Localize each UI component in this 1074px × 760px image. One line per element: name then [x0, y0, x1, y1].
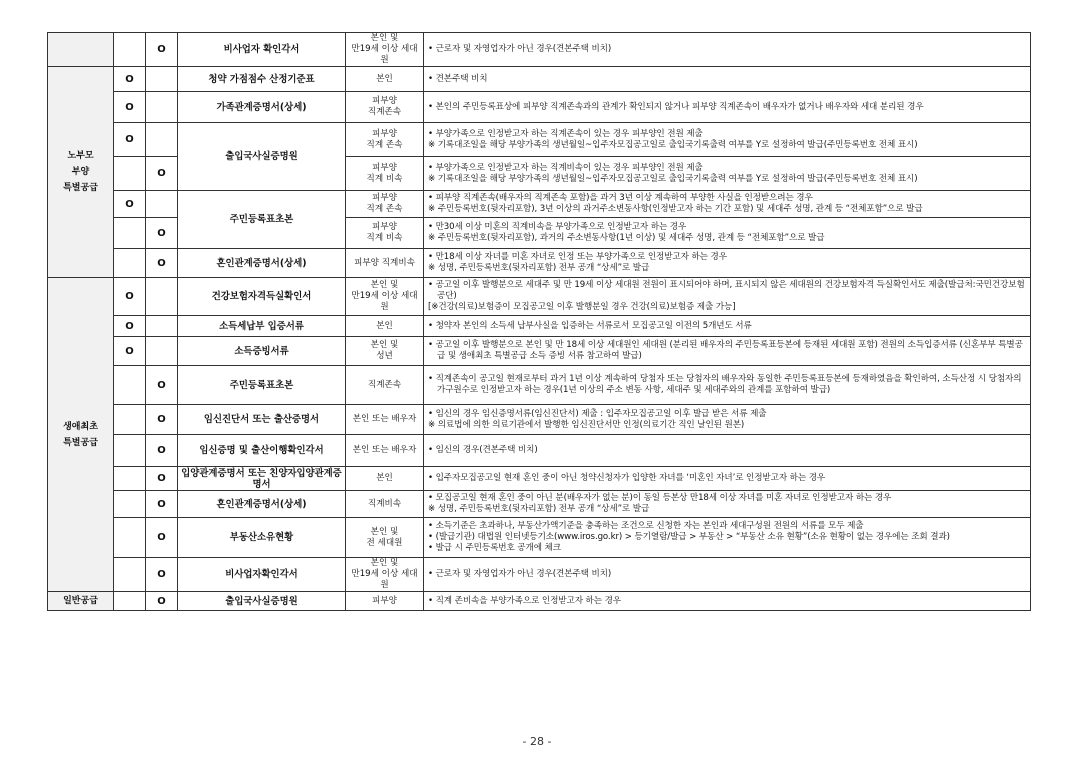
document-name: 청약 가점점수 산정기준표 — [178, 67, 346, 92]
document-name: 소득증빙서류 — [178, 337, 346, 366]
table-row — [48, 405, 1031, 435]
document-name: 비사업자 확인각서 — [178, 33, 346, 67]
mark-required-all — [114, 366, 146, 405]
mark-required-applicable: O — [146, 435, 178, 467]
document-notes — [424, 366, 1031, 405]
mark-required-all — [114, 249, 146, 278]
note-line: • 모집공고일 현재 혼인 중이 아닌 분(배우자가 없는 분)이 동일 등본상 만18세 이상 자녀를 미혼 자녀로 인정받고자 하는 경우 — [428, 493, 892, 503]
table-row — [48, 592, 1031, 611]
table-row — [48, 558, 1031, 592]
note-line: • 청약자 본인의 소득세 납부사실을 입증하는 서류로서 모집공고일 이전의 5개년도 서류 — [428, 320, 752, 331]
document-name: 건강보험자격득실확인서 — [178, 278, 346, 316]
target-line: 직계존속 — [367, 107, 402, 117]
document-notes — [424, 337, 1031, 366]
issuance-target — [346, 366, 424, 405]
issuance-target — [346, 157, 424, 191]
target-line: 피부양 — [372, 222, 397, 232]
mark-required-all: O — [114, 191, 146, 218]
mark-required-applicable: O — [146, 33, 178, 67]
issuance-target — [346, 33, 424, 67]
issuance-target — [346, 337, 424, 366]
note-line: ※ 성명, 주민등록번호(뒷자리포함) 전부 공개 “상세”로 발급 — [428, 263, 650, 273]
document-notes — [424, 249, 1031, 278]
target-line: 피부양 — [372, 128, 397, 139]
document-name: 혼인관계증명서(상세) — [178, 249, 346, 278]
mark-required-applicable — [146, 278, 178, 316]
table-row — [48, 435, 1031, 467]
mark-required-all — [114, 405, 146, 435]
mark-required-all — [114, 218, 146, 249]
target-line: 직계 비속 — [366, 173, 403, 184]
mark-required-all: O — [114, 278, 146, 316]
document-table-container — [47, 32, 1030, 611]
issuance-target — [346, 249, 424, 278]
table-row — [48, 67, 1031, 92]
issuance-target — [346, 467, 424, 491]
table-row — [48, 518, 1031, 558]
document-notes — [424, 278, 1031, 316]
mark-required-applicable — [146, 67, 178, 92]
table-row — [48, 278, 1031, 316]
target-line: 만19세 이상 세대원 — [351, 569, 418, 590]
document-name: 부동산소유현황 — [178, 518, 346, 558]
section-label-top — [48, 33, 114, 67]
issuance-target — [346, 92, 424, 123]
note-line: • 공고일 이후 발행분으로 본인 및 만 18세 이상 세대원인 세대원 (분리된 배우자의 주민등록표등본에 등재된 세대원 포함) 전원의 소득입증서류 (신혼부부 특별공급 및 생애최초 특별공급 소득 증빙 서류 참고하여 발급) — [428, 340, 1023, 361]
section-label-general: 일반공급 — [48, 592, 114, 611]
document-name: 가족관계증명서(상세) — [178, 92, 346, 123]
target-line: 본인 — [376, 473, 393, 483]
mark-required-applicable — [146, 316, 178, 337]
mark-required-applicable: O — [146, 157, 178, 191]
target-line: 본인 — [376, 73, 393, 84]
document-name: 혼인관계증명서(상세) — [178, 491, 346, 518]
note-line: • 직계 존비속을 부양가족으로 인정받고자 하는 경우 — [428, 595, 621, 606]
document-notes — [424, 67, 1031, 92]
note-line: [※건강(의료)보험증이 모집공고일 이후 발행분일 경우 건강(의료)보험증 제출 가능] — [428, 302, 736, 312]
table-row — [48, 249, 1031, 278]
mark-required-applicable: O — [146, 366, 178, 405]
note-line: • 임신의 경우(견본주택 비치) — [428, 445, 538, 455]
target-line: 본인 — [376, 320, 393, 331]
table-row — [48, 491, 1031, 518]
note-line: • 만18세 이상 자녀를 미혼 자녀로 인정 또는 부양가족으로 인정받고자 하는 경우 — [428, 252, 727, 262]
mark-required-applicable: O — [146, 518, 178, 558]
issuance-target — [346, 123, 424, 157]
document-name: 임신진단서 또는 출산증명서 — [178, 405, 346, 435]
note-line: • 본인의 주민등록표상에 피부양 직계존속과의 관계가 확인되지 않거나 피부양 직계존속이 배우자가 없거나 배우자와 세대 분리된 경우 — [428, 101, 924, 112]
mark-required-applicable: O — [146, 249, 178, 278]
section-label-first: 생애최초 특별공급 — [48, 278, 114, 592]
target-line: 본인 또는 배우자 — [352, 445, 417, 455]
note-line: • 근로자 및 자영업자가 아닌 경우(견본주택 비치) — [428, 569, 612, 579]
document-notes — [424, 123, 1031, 157]
target-line: 직계비속 — [367, 498, 402, 509]
note-line: • 부양가족으로 인정받고자 하는 직계존속이 있는 경우 피부양인 전원 제출 — [428, 128, 703, 139]
note-line: • 부양가족으로 인정받고자 하는 직계비속이 있는 경우 피부양인 전원 제출 — [428, 162, 703, 173]
target-line: 본인 및 — [370, 526, 399, 537]
document-notes — [424, 33, 1031, 67]
document-notes — [424, 435, 1031, 467]
mark-required-applicable: O — [146, 467, 178, 491]
note-line: • 피부양 직계존속(배우자의 직계존속 포함)을 과거 3년 이상 계속하여 부양한 사실을 인정받으려는 경우 — [428, 193, 813, 203]
document-notes — [424, 92, 1031, 123]
document-name: 출입국사실증명원 — [178, 592, 346, 611]
issuance-target — [346, 405, 424, 435]
target-line: 본인 및 — [370, 558, 399, 568]
note-line: • 소득기준은 초과하나, 부동산가액기준을 충족하는 조건으로 신청한 자는 본인과 세대구성원 전원의 서류를 모두 제출 — [428, 521, 864, 531]
table-row — [48, 191, 1031, 218]
note-line: • 근로자 및 자영업자가 아닌 경우(견본주택 비치) — [428, 44, 612, 54]
document-notes — [424, 558, 1031, 592]
issuance-target — [346, 491, 424, 518]
required-documents-table — [47, 32, 1031, 611]
mark-required-applicable: O — [146, 558, 178, 592]
document-name: 비사업자확인각서 — [178, 558, 346, 592]
target-line: 피부양 직계비속 — [354, 257, 415, 268]
table-row — [48, 467, 1031, 491]
target-line: 직계 존속 — [366, 139, 403, 150]
target-line: 만19세 이상 세대원 — [351, 291, 418, 312]
document-name: 임신증명 및 출산이행확인각서 — [178, 435, 346, 467]
document-name: 주민등록표초본 — [178, 191, 346, 249]
target-line: 피부양 — [372, 96, 397, 106]
issuance-target — [346, 316, 424, 337]
mark-required-all — [114, 592, 146, 611]
target-line: 직계존속 — [367, 379, 402, 390]
mark-required-all — [114, 518, 146, 558]
mark-required-all — [114, 435, 146, 467]
note-line: • (발급기관) 대법원 인터넷등기소(www.iros.go.kr) > 등기열람/발급 > 부동산 > “부동산 소유 현황”(소유 현황이 없는 경우에는 조회 결과) — [428, 532, 950, 542]
note-line: • 임신의 경우 임신증명서류(임신진단서) 제출 : 입주자모집공고일 이후 발급 받은 서류 제출 — [428, 408, 767, 419]
note-line: • 발급 시 주민등록번호 공개에 체크 — [428, 543, 561, 553]
target-line: 본인 및 — [370, 280, 399, 290]
document-notes — [424, 157, 1031, 191]
mark-required-all — [114, 467, 146, 491]
issuance-target — [346, 278, 424, 316]
table-row — [48, 316, 1031, 337]
document-notes — [424, 316, 1031, 337]
target-line: 피부양 — [372, 595, 397, 606]
issuance-target — [346, 67, 424, 92]
issuance-target — [346, 435, 424, 467]
issuance-target — [346, 191, 424, 218]
mark-required-applicable: O — [146, 592, 178, 611]
target-line: 성년 — [376, 351, 393, 361]
issuance-target — [346, 592, 424, 611]
mark-required-all: O — [114, 123, 146, 157]
mark-required-all: O — [114, 316, 146, 337]
document-name: 소득세납부 입증서류 — [178, 316, 346, 337]
target-line: 피부양 — [372, 193, 397, 203]
document-name: 출입국사실증명원 — [178, 123, 346, 191]
note-line: ※ 주민등록번호(뒷자리포함), 3년 이상의 과거주소변동사항(인정받고자 하는 기간 포함) 및 세대주 성명, 관계 등 “전체포함”으로 발급 — [428, 204, 923, 214]
mark-required-all — [114, 491, 146, 518]
document-notes — [424, 467, 1031, 491]
target-line: 직계 존속 — [366, 204, 403, 214]
target-line: 직계 비속 — [366, 233, 403, 243]
mark-required-all: O — [114, 337, 146, 366]
document-notes — [424, 592, 1031, 611]
table-row — [48, 337, 1031, 366]
document-notes — [424, 491, 1031, 518]
issuance-target — [346, 218, 424, 249]
mark-required-applicable: O — [146, 491, 178, 518]
page-number: - 28 - — [522, 735, 552, 748]
document-name: 입양관계증명서 또는 친양자입양관계증명서 — [178, 467, 346, 491]
note-line: • 공고일 이후 발행분으로 세대주 및 만 19세 이상 세대원 전원이 표시되어야 하며, 표시되지 않은 세대원의 건강보험자격 득실확인서도 제출(발급처:국민건강보험공단) — [428, 280, 1025, 301]
note-line: • 견본주택 비치 — [428, 73, 488, 84]
mark-required-applicable — [146, 92, 178, 123]
mark-required-all: O — [114, 92, 146, 123]
mark-required-all — [114, 558, 146, 592]
document-notes — [424, 191, 1031, 218]
target-line: 본인 또는 배우자 — [352, 414, 417, 424]
table-row — [48, 92, 1031, 123]
target-line: 피부양 — [372, 162, 397, 173]
mark-required-all — [114, 33, 146, 67]
document-notes — [424, 218, 1031, 249]
section-label-parents: 노부모 부양 특별공급 — [48, 67, 114, 278]
target-line: 본인 및 — [370, 340, 399, 350]
table-row — [48, 123, 1031, 157]
mark-required-applicable: O — [146, 405, 178, 435]
document-name: 주민등록표초본 — [178, 366, 346, 405]
mark-required-applicable — [146, 337, 178, 366]
mark-required-applicable: O — [146, 218, 178, 249]
table-row — [48, 366, 1031, 405]
note-line: • 입주자모집공고일 현재 혼인 중이 아닌 청약신청자가 입양한 자녀를 ‘미혼인 자녀’로 인정받고자 하는 경우 — [428, 473, 826, 483]
note-line: ※ 주민등록번호(뒷자리포함), 과거의 주소변동사항(1년 이상) 및 세대주 성명, 관계 등 “전체포함”으로 발급 — [428, 233, 825, 243]
document-notes — [424, 405, 1031, 435]
target-line: 본인 및 — [370, 33, 399, 43]
note-line: ※ 의료법에 의한 의료기관에서 발행한 임신진단서만 인정(의료기간 직인 날인된 원본) — [428, 419, 745, 430]
target-line: 만19세 이상 세대원 — [351, 44, 418, 65]
target-line: 전 세대원 — [366, 537, 403, 548]
mark-required-applicable — [146, 191, 178, 218]
note-line: • 직계존속이 공고일 현재로부터 과거 1년 이상 계속하여 당첨자 또는 당첨자의 배우자와 동일한 주민등록표등본에 등재하였음을 확인하여, 소득산정 시 당첨자의 가구원수로 인정받고자 하는 경우(1년 이상의 주소 변동 사항, 세대주 및 세대주와의 관계를 포함하여 발급) — [428, 374, 1022, 395]
issuance-target — [346, 558, 424, 592]
mark-required-applicable — [146, 123, 178, 157]
mark-required-all — [114, 157, 146, 191]
note-line: ※ 기록대조일을 해당 부양가족의 생년월일~입주자모집공고일로 출입국기록출력 여부를 Y로 설정하여 발급(주민등록번호 전체 표시) — [428, 139, 918, 150]
mark-required-all: O — [114, 67, 146, 92]
note-line: ※ 기록대조일을 해당 부양가족의 생년월일~입주자모집공고일로 출입국기록출력 여부를 Y로 설정하여 발급(주민등록번호 전체 표시) — [428, 173, 918, 184]
document-notes — [424, 518, 1031, 558]
note-line: ※ 성명, 주민등록번호(뒷자리포함) 전부 공개 “상세”로 발급 — [428, 504, 650, 514]
issuance-target — [346, 518, 424, 558]
table-row — [48, 33, 1031, 67]
note-line: • 만30세 이상 미혼의 직계비속을 부양가족으로 인정받고자 하는 경우 — [428, 222, 687, 232]
